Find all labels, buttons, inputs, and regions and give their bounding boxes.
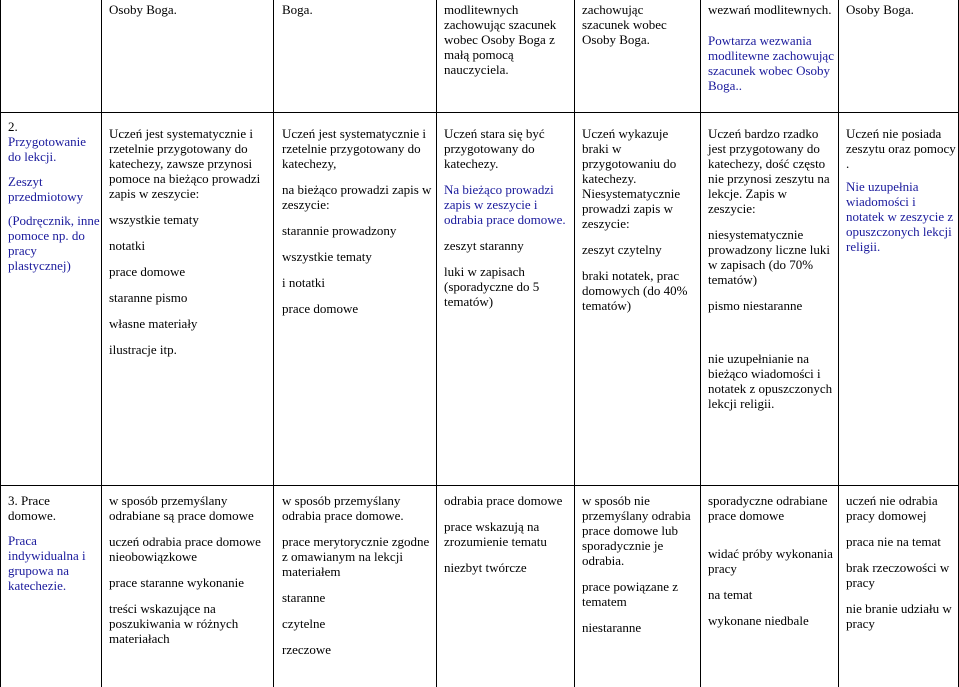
cell-text: Osoby Boga. [109,2,177,17]
cell-text: Uczeń bardzo rzadko jest przygotowany do katechezy, dość często nie przynosi zeszytu na lekcje. Zapis w zeszycie: [708,126,830,216]
cell-text: praca nie na temat [846,534,941,549]
cell-text: zeszyt czytelny [582,242,662,257]
cell-text: niestaranne [582,620,642,635]
cell-text: starannie prowadzony [282,223,397,238]
cell-text: Uczeń stara się być przygotowany do katechezy. [444,126,545,171]
cell-text: wszystkie tematy [282,249,372,264]
cell-text: w sposób nie przemyślany odrabia prace domowe lub sporadycznie je odrabia. [582,493,691,568]
row-divider [0,485,959,486]
cell-text: na temat [708,587,753,602]
row2-dobra [444,126,572,320]
cell-text: wezwań modlitewnych. [708,2,832,17]
row-number: 2. [8,119,18,134]
column-divider [700,0,701,687]
top-row-cell-3 [444,2,568,77]
cell-text: Na bieżąco prowadzi zapis w zeszycie i odrabia prace domowe. [444,182,566,227]
cell-text: (Podręcznik, inne pomoce np. do pracy plastycznej) [8,213,100,273]
cell-text: uczeń nie odrabia pracy domowej [846,493,938,523]
row-title: 3. Prace domowe. [8,493,57,523]
cell-text: ilustracje itp. [109,342,177,357]
column-divider [273,0,274,687]
cell-text: wykonane niedbale [708,613,809,628]
cell-text: Uczeń jest systematycznie i rzetelnie przygotowany do katechezy, [282,126,427,171]
cell-text: prace merytorycznie zgodne z omawianym na lekcji materiałem [282,534,430,579]
cell-text: i notatki [282,275,325,290]
cell-text: brak rzeczowości w pracy [846,560,950,590]
cell-text: prace wskazują na zrozumienie tematu [444,519,547,549]
cell-text: pismo niestaranne [708,298,803,313]
cell-text: własne materiały [109,316,198,331]
top-row-cell-5 [708,2,834,93]
cell-text: widać próby wykonania pracy [708,546,833,576]
cell-text: w sposób przemyślany odrabia prace domowe. [282,493,404,523]
cell-text: treści wskazujące na poszukiwania w różnych materiałach [109,601,239,646]
cell-text: odrabia prace domowe [444,493,563,508]
cell-text: prace powiązane z tematem [582,579,678,609]
cell-text: niezbyt twórcze [444,560,527,575]
cell-text: staranne pismo [109,290,188,305]
row3-dopuszczajaca [708,493,836,639]
cell-text: Uczeń jest systematycznie i rzetelnie przygotowany do katechezy, zawsze przynosi pomoce na bieżąco prowadzi zapis w zeszycie: [109,126,261,201]
cell-text: Nie uzupełnia wiadomości i notatek w zeszycie z opuszczonych lekcji religii. [846,179,954,254]
cell-text: zachowując szacunek wobec Osoby Boga. [582,2,667,47]
cell-text: Osoby Boga. [846,2,914,17]
cell-text: rzeczowe [282,642,332,657]
cell-text: luki w zapisach (sporadyczne do 5 tematów) [444,264,540,309]
row2-dopuszczajaca [708,126,836,422]
row2-niedostateczna [846,126,956,265]
cell-text: nie uzupełnianie na bieżąco wiadomości i notatek z opuszczonych lekcji religii. [708,351,833,411]
column-divider [838,0,839,687]
cell-text: nie branie udziału w pracy [846,601,952,631]
row3-bardzo-dobra [282,493,434,668]
cell-text: modlitewnych zachowując szacunek wobec Osoby Boga z małą pomocą nauczyciela. [444,2,557,77]
row2-bardzo-dobra [282,126,434,327]
row3-dobra [444,493,572,586]
top-row-cell-4 [582,2,694,47]
cell-text: Zeszyt przedmiotowy [8,174,84,204]
cell-text: na bieżąco prowadzi zapis w zeszycie: [282,182,432,212]
cell-text: sporadyczne odrabiane prace domowe [708,493,828,523]
row3-niedostateczna [846,493,956,642]
row-title: Przygotowanie do lekcji. [8,134,86,164]
cell-text: uczeń odrabia prace domowe nieobowiązkowe [109,534,261,564]
row2-celujaca [109,126,271,368]
cell-text: Praca indywidualna i grupowa na katechezie. [8,533,86,593]
cell-text: notatki [109,238,146,253]
cell-text: Uczeń wykazuje braki w przygotowaniu do katechezy. Niesystematycznie prowadzi zapis w zeszycie: [582,126,681,231]
cell-text: zeszyt staranny [444,238,524,253]
cell-text: Powtarza wezwania modlitewne zachowując szacunek wobec Osoby Boga.. [708,33,834,93]
row2-label [8,119,100,284]
top-row-cell-1 [109,2,259,17]
top-row-cell-2 [282,2,432,17]
cell-text: wszystkie tematy [109,212,199,227]
row3-dostateczna [582,493,698,646]
cell-text: prace domowe [109,264,186,279]
cell-text: Boga. [282,2,313,17]
row-divider [0,112,959,113]
column-divider [574,0,575,687]
cell-text: braki notatek, prac domowych (do 40% tematów) [582,268,688,313]
column-divider [436,0,437,687]
column-divider [101,0,102,687]
cell-text: prace domowe [282,301,359,316]
cell-text: niesystematycznie prowadzony liczne luki w zapisach (do 70% tematów) [708,227,831,287]
row3-label [8,493,100,604]
row3-celujaca [109,493,271,657]
cell-text: w sposób przemyślany odrabiane są prace domowe [109,493,254,523]
cell-text: Uczeń nie posiada zeszytu oraz pomocy . [846,126,956,171]
cell-text: staranne [282,590,326,605]
cell-text: prace staranne wykonanie [109,575,244,590]
cell-text: czytelne [282,616,326,631]
table-border-left [0,0,1,687]
row2-dostateczna [582,126,698,324]
top-row-cell-6 [846,2,956,17]
